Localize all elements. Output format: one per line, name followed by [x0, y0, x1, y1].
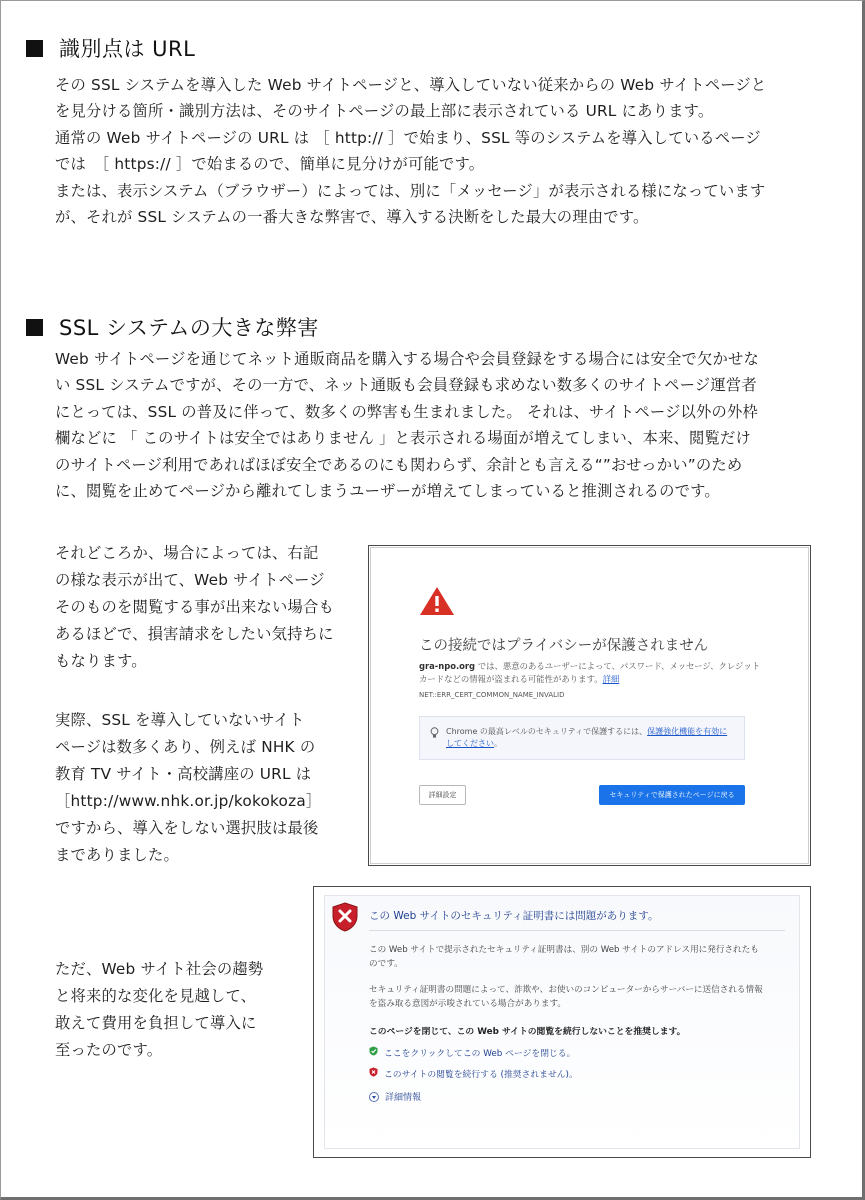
section2-body	[55, 346, 759, 504]
continue-site-link[interactable]	[369, 1067, 578, 1080]
ie-recommendation: このページを閉じて、この Web サイトの閲覧を続行しないことを推奨します。	[369, 1027, 686, 1037]
side-paragraph-c	[55, 956, 263, 1064]
desc-line-2: カードなどの情報が盗まれる可能性があります。	[419, 674, 603, 684]
red-shield-x-small-icon	[369, 1067, 378, 1080]
text-line: または、表示システム（ブラウザー）によっては、別に「メッセージ」が表示される様になっています	[55, 181, 766, 200]
close-page-link-text[interactable]: ここをクリックしてこの Web ページを閉じる。	[384, 1049, 576, 1059]
error-code: NET::ERR_CERT_COMMON_NAME_INVALID	[419, 691, 565, 699]
text-line: にとっては、SSL の普及に伴って、数多くの弊害も生まれました。 それは、サイトページ以外の外枠	[55, 402, 759, 421]
advanced-button[interactable]: 詳細設定	[419, 785, 466, 805]
more-info-text[interactable]: 詳細情報	[385, 1093, 422, 1103]
text-line: その SSL システムを導入した Web サイトページと、導入していない従来からの Web サイトページと	[55, 76, 767, 94]
text-line: のサイトページ利用であればほぼ安全であるのにも関わらず、余計とも言える“”おせっかい”のため	[55, 455, 743, 474]
text-line: と将来的な変化を見越して、	[55, 987, 257, 1005]
text-line: 実際、SSL を導入していないサイト	[55, 711, 305, 729]
back-to-safety-button[interactable]: セキュリティで保護されたページに戻る	[599, 785, 745, 805]
text-line: では ［ https:// ］で始まるので、簡単に見分けが可能です。	[55, 155, 485, 174]
desc-line-1: では、悪意のあるユーザーによって、パスワード、メッセージ、クレジット	[475, 661, 761, 671]
text-line: この Web サイトで提示されたセキュリティ証明書は、別の Web サイトのアドレス用に発行されたも	[369, 945, 759, 955]
close-page-link[interactable]	[369, 1046, 575, 1059]
text-line: セキュリティ証明書の問題によって、詐欺や、お使いのコンピューターからサーバーに送信される情報	[369, 985, 763, 995]
text-line: を盗み取る意図が示唆されている場合があります。	[369, 998, 566, 1009]
chrome-privacy-warning-screenshot	[368, 545, 811, 866]
text-line: ［http://www.nhk.or.jp/kokokoza］	[55, 792, 322, 810]
text-line: 通常の Web サイトページの URL は ［ http:// ］で始まり、SSL 等のシステムを導入しているページ	[55, 128, 761, 147]
text-line: もなります。	[55, 652, 147, 670]
text-line: の様な表示が出て、Web サイトページ	[55, 571, 325, 589]
text-line: それどころか、場合によっては、右記	[55, 544, 319, 562]
lightbulb-icon	[430, 727, 439, 742]
text-line: を見分ける箇所・識別方法は、そのサイトページの最上部に表示されている URL にあります。	[55, 102, 714, 121]
enhanced-protection-tip	[419, 716, 745, 760]
tip-text	[446, 726, 727, 750]
text-line: までありました。	[55, 846, 179, 864]
chrome-warning-page	[370, 547, 809, 864]
text-line: 敢えて費用を負担して導入に	[55, 1014, 257, 1032]
details-link[interactable]: 詳細	[602, 674, 620, 684]
ie-warning-title: この Web サイトのセキュリティ証明書には問題があります。	[369, 910, 659, 922]
green-shield-check-icon	[369, 1046, 378, 1059]
continue-site-link-text[interactable]: このサイトの閲覧を続行する (推奨されません)。	[384, 1070, 578, 1080]
chrome-warning-description	[419, 660, 760, 686]
divider	[369, 930, 785, 931]
section1-body	[55, 72, 766, 230]
warning-domain: gra-npo.org	[419, 661, 476, 671]
square-bullet-icon	[26, 40, 43, 57]
text-line: あるほどで、損害請求をしたい気持ちに	[55, 625, 334, 643]
section-heading-ssl-drawbacks	[26, 312, 319, 342]
square-bullet-icon	[26, 319, 43, 336]
enable-protection-link[interactable]: 保護強化機能を有効に	[647, 727, 728, 736]
warning-triangle-icon	[419, 586, 455, 620]
text-line: 教育 TV サイト・高校講座の URL は	[55, 765, 312, 783]
tip-text-1: Chrome の最高レベルのセキュリティで保護するには、	[446, 727, 648, 736]
text-line: ですから、導入をしない選択肢は最後	[55, 819, 319, 837]
text-line: に、閲覧を止めてページから離れてしまうユーザーが増えてしまっていると推測されるのです。	[55, 482, 720, 501]
text-line: そのものを閲覧する事が出来ない場合も	[55, 598, 334, 616]
text-line: い SSL システムですが、その一方で、ネット通販も会員登録も求めない数多くのサイトページ運営者	[55, 376, 757, 395]
heading-text: 識別点は URL	[59, 37, 196, 61]
ie-certificate-warning-screenshot	[313, 886, 811, 1158]
text-line: ただ、Web サイト社会の趨勢	[55, 960, 264, 978]
text-line: 至ったのです。	[55, 1041, 163, 1059]
ie-warning-page	[324, 895, 800, 1149]
side-paragraph-a	[55, 540, 334, 675]
section-heading-url	[26, 33, 195, 63]
red-shield-x-icon	[331, 902, 359, 936]
ie-paragraph-1	[369, 944, 759, 971]
heading-text: SSL システムの大きな弊害	[59, 316, 319, 340]
expand-circle-icon	[369, 1092, 379, 1102]
text-line: Web サイトページを通じてネット通販商品を購入する場合や会員登録をする場合には安全で欠かせな	[55, 350, 760, 368]
text-line: ページは数多くあり、例えば NHK の	[55, 738, 316, 756]
text-line: のです。	[369, 958, 403, 969]
side-paragraph-b	[55, 707, 321, 869]
chrome-warning-title: この接続ではプライバシーが保護されません	[419, 638, 709, 654]
more-info-toggle[interactable]	[369, 1090, 421, 1103]
tip-end: 。	[494, 739, 502, 748]
text-line: 欄などに 「 このサイトは安全ではありません 」と表示される場面が増えてしまい、本来、閲覧だけ	[55, 429, 751, 448]
enable-protection-link-cont[interactable]: してください	[446, 739, 494, 748]
text-line: が、それが SSL システムの一番大きな弊害で、導入する決断をした最大の理由です。	[55, 208, 649, 227]
ie-paragraph-2	[369, 984, 763, 1011]
